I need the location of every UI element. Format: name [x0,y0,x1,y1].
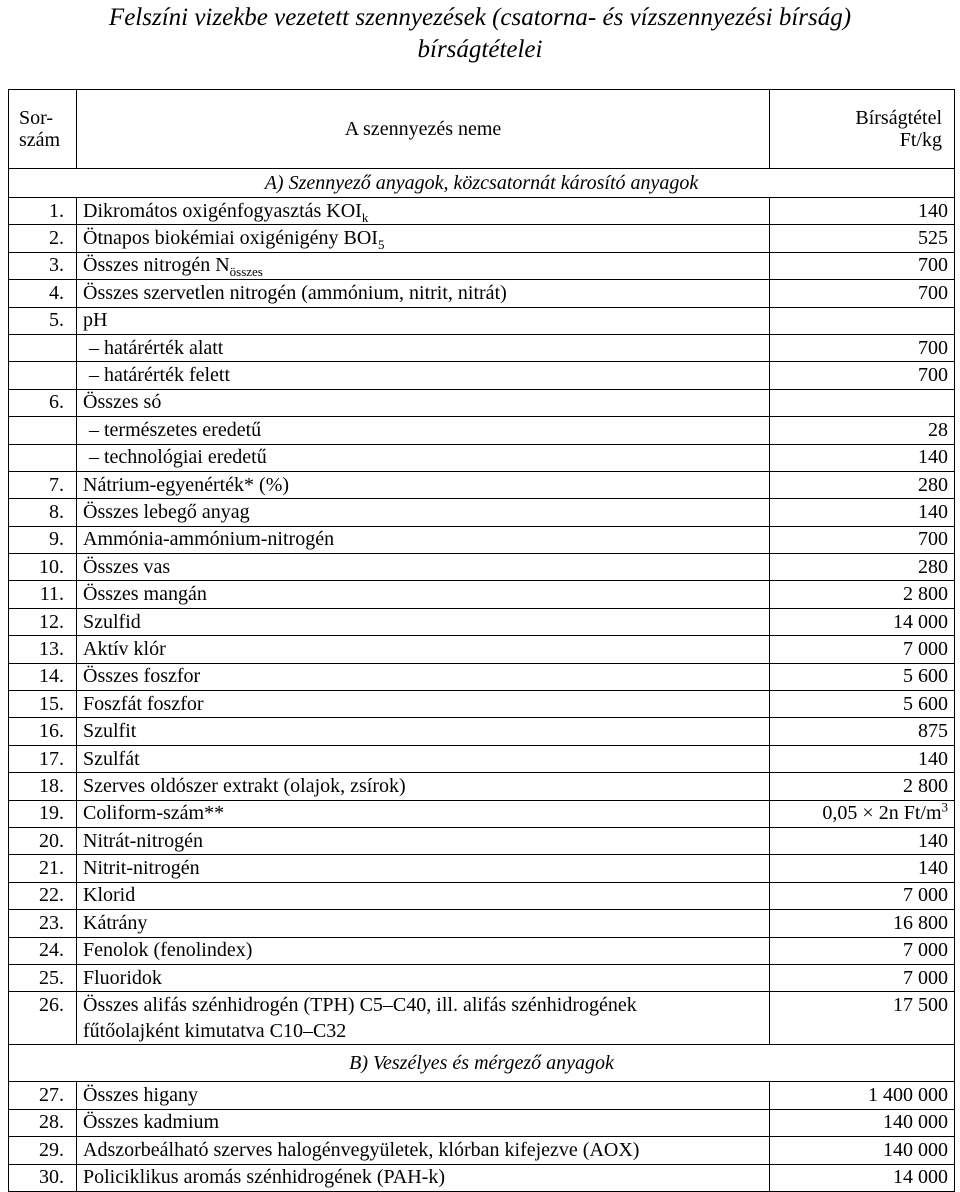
row-number: 25. [9,964,77,991]
row-pollutant: – természetes eredetű [77,417,770,444]
row-number [9,417,77,444]
row-pollutant: Fenolok (fenolindex) [77,937,770,964]
row-pollutant: pH [77,307,770,334]
table-row [9,663,955,690]
row-fine: 0,05 × 2n $Ft/m^3$ [770,800,955,827]
row-pollutant: Dikromátos oxigénfogyasztás $KOI_k$ [77,198,770,225]
table-header-row [9,90,955,169]
row-pollutant: Coliform-szám** [77,800,770,827]
table-row [9,882,955,909]
table-row [9,471,955,498]
row-pollutant: Összes szervetlen nitrogén (ammónium, nitrit, nitrát) [77,280,770,307]
row-fine: 7 000 [770,882,955,909]
section-b-heading [9,1045,955,1082]
table-row [9,608,955,635]
title-line-1: Felszíni vizekbe vezetett szennyezések (csatorna- és vízszennyezési bírság) [108,4,852,31]
row-number: 23. [9,910,77,937]
row-number [9,362,77,389]
row-pollutant: Aktív klór [77,636,770,663]
row-number: 13. [9,636,77,663]
row-number: 15. [9,691,77,718]
table-row [9,964,955,991]
table-row [9,526,955,553]
row-number: 24. [9,937,77,964]
row-fine: 875 [770,718,955,745]
section-b-label: B) Veszélyes és mérgező anyagok [9,1045,955,1082]
row-pollutant: Adszorbeálható szerves halogénvegyületek, klórban kifejezve (AOX) [77,1137,770,1164]
table-row [9,198,955,225]
table-row [9,718,955,745]
row-pollutant: Összes higany [77,1082,770,1109]
row-number: 6. [9,389,77,416]
row-pollutant: Összes nitrogén $N_{összes}$ [77,252,770,279]
row-pollutant: Összes mangán [77,581,770,608]
row-fine: 7 000 [770,636,955,663]
row-fine: 140 000 [770,1137,955,1164]
row-fine: 140 [770,499,955,526]
row-pollutant: Fluoridok [77,964,770,991]
row-number: 9. [9,526,77,553]
row-number: 11. [9,581,77,608]
row-number: 28. [9,1109,77,1136]
header-fine-rate: Bírságtétel Ft/kg [770,90,955,169]
table-row [9,417,955,444]
row-pollutant: Ammónia-ammónium-nitrogén [77,526,770,553]
row-fine: 7 000 [770,964,955,991]
table-row [9,1082,955,1109]
row-pollutant: Nitrát-nitrogén [77,827,770,854]
row-number [9,334,77,361]
row-pollutant: Összes kadmium [77,1109,770,1136]
row-number: 7. [9,471,77,498]
table-row [9,937,955,964]
row-number: 26. [9,992,77,1045]
row-fine: 140 [770,198,955,225]
table-row [9,691,955,718]
table-row [9,334,955,361]
row-pollutant: Összes só [77,389,770,416]
row-number: 10. [9,554,77,581]
row-fine: 700 [770,280,955,307]
row-pollutant: Klorid [77,882,770,909]
row-number: 30. [9,1164,77,1191]
row-fine [770,389,955,416]
row-fine: 140 [770,745,955,772]
row-pollutant: Nátrium-egyenérték* (%) [77,471,770,498]
row-fine: 17 500 [770,992,955,1045]
table-row [9,1137,955,1164]
table-row [9,362,955,389]
row-number: 14. [9,663,77,690]
table-row [9,554,955,581]
table-row [9,636,955,663]
row-number: 12. [9,608,77,635]
row-pollutant: – technológiai eredetű [77,444,770,471]
row-number: 4. [9,280,77,307]
row-fine: 700 [770,362,955,389]
row-pollutant: Összes foszfor [77,663,770,690]
row-pollutant: Szerves oldószer extrakt (olajok, zsírok) [77,773,770,800]
row-pollutant: Összes lebegő anyag [77,499,770,526]
table-row [9,855,955,882]
row-fine: 525 [770,225,955,252]
table-row [9,745,955,772]
row-fine: 16 800 [770,910,955,937]
row-fine: 140 [770,827,955,854]
table-row [9,307,955,334]
row-fine: 700 [770,526,955,553]
row-number: 2. [9,225,77,252]
document-title [0,2,960,66]
row-pollutant: Kátrány [77,910,770,937]
row-number: 17. [9,745,77,772]
row-fine: 2 800 [770,773,955,800]
header-pollution-type: A szennyezés neme [77,90,770,169]
table-row [9,1164,955,1191]
title-line-2: bírságtételei [417,36,543,63]
row-pollutant: Összes alifás szénhidrogén (TPH) C5–C40, ill. alifás szénhidrogének fűtőolajként kimutatva C10–C32 [77,992,770,1045]
row-number: 1. [9,198,77,225]
row-fine: 140 [770,444,955,471]
row-pollutant: Foszfát foszfor [77,691,770,718]
table-row [9,225,955,252]
row-fine: 5 600 [770,691,955,718]
table-row [9,280,955,307]
row-number: 19. [9,800,77,827]
table-row [9,444,955,471]
row-pollutant: Összes vas [77,554,770,581]
row-pollutant: Ötnapos biokémiai oxigénigény $BOI_5$ [77,225,770,252]
row-fine: 140 000 [770,1109,955,1136]
row-pollutant: – határérték alatt [77,334,770,361]
table-row [9,252,955,279]
row-fine: 7 000 [770,937,955,964]
table-row [9,800,955,827]
row-number: 5. [9,307,77,334]
row-number: 18. [9,773,77,800]
table-row [9,827,955,854]
row-pollutant: Szulfát [77,745,770,772]
section-a-label: A) Szennyező anyagok, közcsatornát károsító anyagok [9,169,955,198]
row-fine: 28 [770,417,955,444]
row-fine: 2 800 [770,581,955,608]
row-number: 22. [9,882,77,909]
row-number [9,444,77,471]
row-fine: 280 [770,471,955,498]
table-row [9,581,955,608]
section-a-heading [9,169,955,198]
row-number: 3. [9,252,77,279]
row-pollutant: Policiklikus aromás szénhidrogének (PAH-k) [77,1164,770,1191]
table-row [9,389,955,416]
table-row [9,1109,955,1136]
row-pollutant: – határérték felett [77,362,770,389]
table-row [9,992,955,1045]
row-fine: 5 600 [770,663,955,690]
table-row [9,910,955,937]
row-fine [770,307,955,334]
row-number: 29. [9,1137,77,1164]
row-number: 16. [9,718,77,745]
row-fine: 700 [770,334,955,361]
table-row [9,773,955,800]
row-number: 8. [9,499,77,526]
row-pollutant: Nitrit-nitrogén [77,855,770,882]
row-fine: 140 [770,855,955,882]
row-pollutant: Szulfit [77,718,770,745]
row-number: 20. [9,827,77,854]
row-fine: 1 400 000 [770,1082,955,1109]
row-fine: 280 [770,554,955,581]
fines-table [8,89,955,1192]
row-pollutant: Szulfid [77,608,770,635]
row-fine: 14 000 [770,608,955,635]
row-fine: 14 000 [770,1164,955,1191]
row-fine: 700 [770,252,955,279]
row-number: 21. [9,855,77,882]
table-row [9,499,955,526]
row-number: 27. [9,1082,77,1109]
header-number: Sor- szám [9,90,77,169]
